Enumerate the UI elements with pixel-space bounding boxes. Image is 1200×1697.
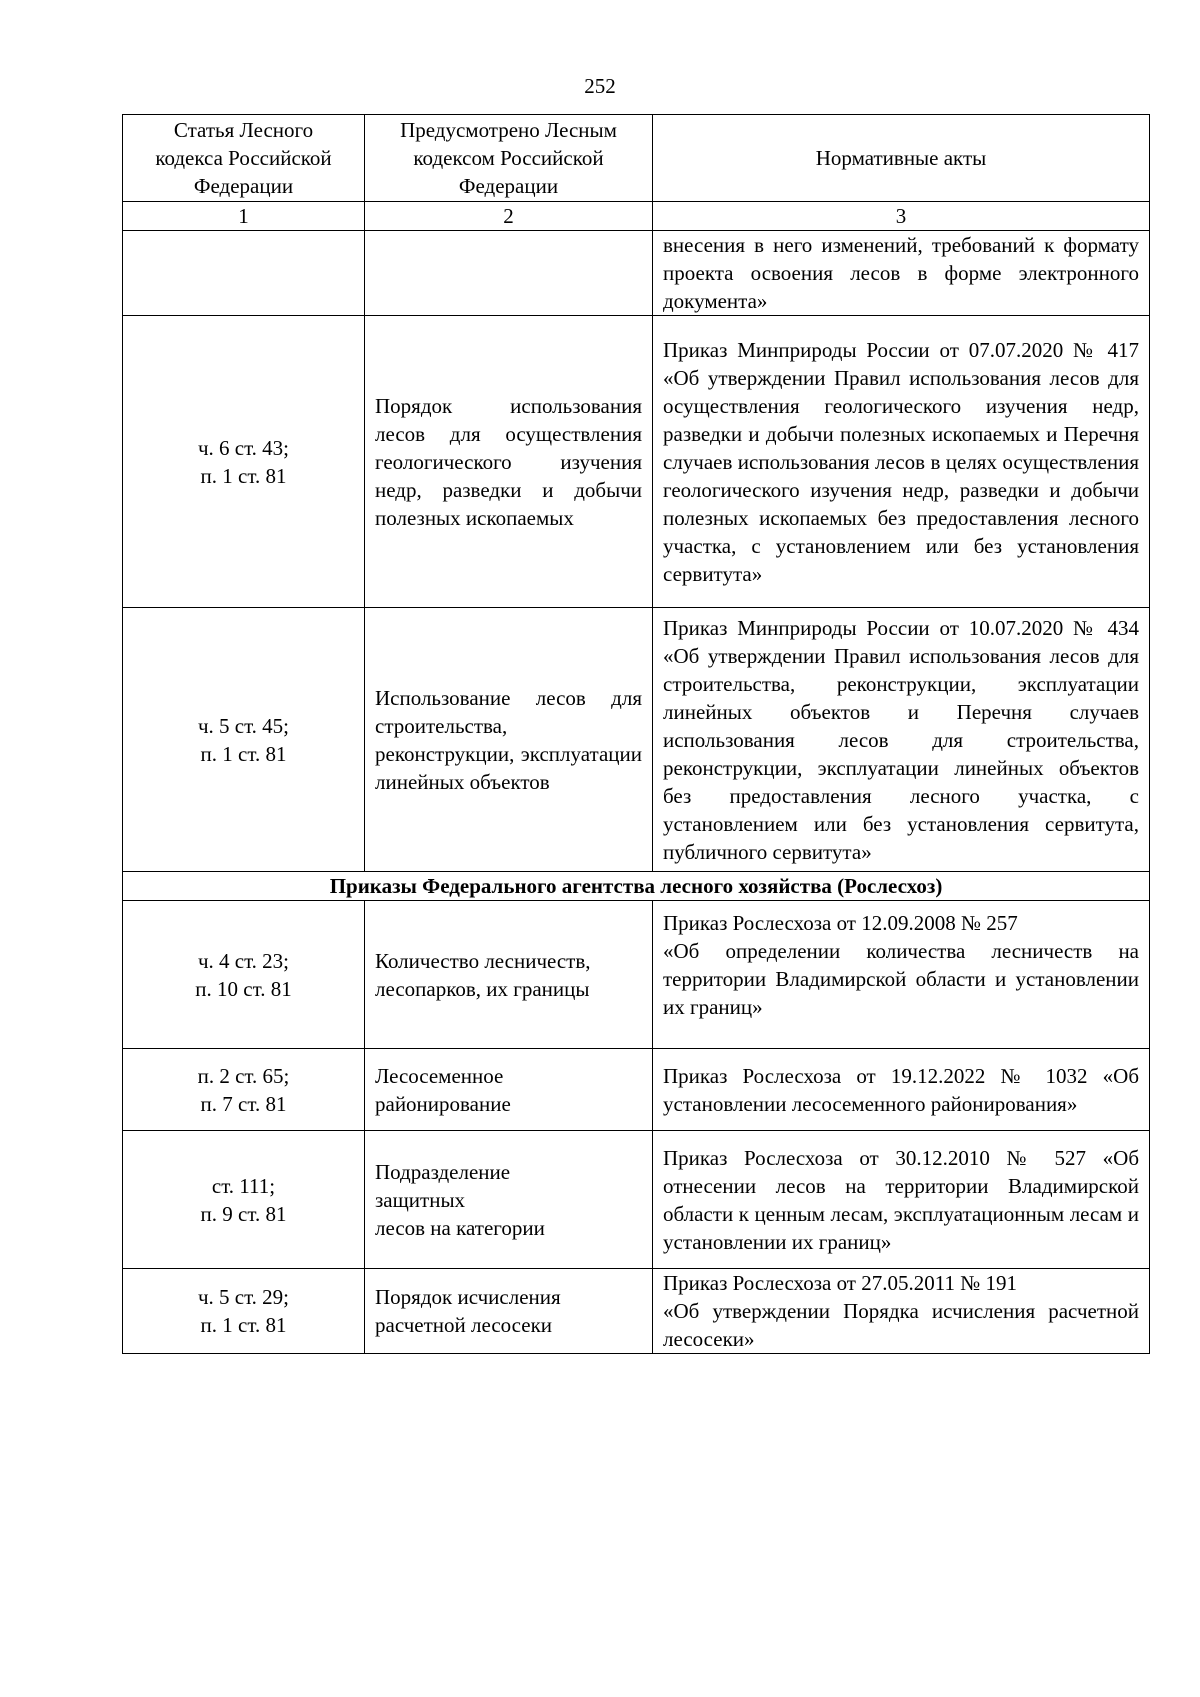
article-line: п. 1 ст. 81: [200, 463, 287, 488]
table-row: [123, 1049, 1150, 1131]
header-provision-line: кодексом Российской: [413, 146, 604, 170]
article-line: п. 9 ст. 81: [200, 1201, 287, 1226]
act-line: Приказ Рослесхоза от 12.09.2008 № 257: [663, 911, 1018, 935]
table-row: [123, 608, 1150, 872]
article-cell: [123, 231, 365, 316]
provision-cell: [365, 231, 653, 316]
table-row: [123, 231, 1150, 316]
act-text: «Об определении количества лесничеств на территории Владимирской области и установлении их границ»: [663, 939, 1139, 1019]
provision-line: Порядок исчисления: [375, 1285, 561, 1309]
page-number: 252: [584, 74, 616, 98]
table-row: [123, 316, 1150, 608]
column-number: 1: [123, 202, 365, 231]
column-number: 2: [365, 202, 653, 231]
provision-line: Количество лесничеств,: [375, 948, 591, 973]
provision-line: Подразделение: [375, 1159, 511, 1184]
provision-cell: [365, 1131, 653, 1269]
normative-acts-table: [122, 114, 1150, 1354]
article-cell: [123, 1131, 365, 1269]
provision-line: Лесосеменное: [375, 1063, 504, 1088]
table-row: [123, 901, 1150, 1049]
article-cell: [123, 316, 365, 608]
act-text: «Об утверждении Порядка исчисления расчетной лесосеки»: [663, 1299, 1139, 1351]
article-line: п. 7 ст. 81: [200, 1091, 287, 1116]
table-row: [123, 1131, 1150, 1269]
provision-line: защитных: [375, 1187, 466, 1212]
header-provision: [365, 115, 653, 202]
header-normative-acts: Нормативные акты: [653, 115, 1150, 202]
act-cell: [653, 901, 1150, 1049]
article-line: ч. 5 ст. 45;: [197, 713, 290, 738]
article-cell: [123, 608, 365, 872]
provision-line: лесопарков, их границы: [375, 976, 590, 1001]
article-line: ч. 6 ст. 43;: [197, 435, 290, 460]
act-cell: Приказ Минприроды России от 10.07.2020 № 434 «Об утверждении Правил использования лесов для строительства, реконструкции, эксплуатации линейных объектов и Перечня случаев использования лесов для строительства, реконструкции, эксплуатации линейных объектов без предоставления лесного участка, с установлением или без установления сервитута, публичного сервитута»: [653, 608, 1150, 872]
article-cell: [123, 1049, 365, 1131]
section-title: Приказы Федерального агентства лесного хозяйства (Рослесхоз): [123, 872, 1150, 901]
act-cell: внесения в него изменений, требований к формату проекта освоения лесов в форме электронного документа»: [653, 231, 1150, 316]
header-provision-line: Федерации: [458, 174, 559, 198]
header-article-line: Статья Лесного: [173, 118, 314, 142]
header-provision-line: Предусмотрено Лесным: [400, 118, 617, 142]
article-line: ч. 5 ст. 29;: [197, 1285, 290, 1309]
article-line: п. 2 ст. 65;: [197, 1063, 290, 1088]
article-line: ч. 4 ст. 23;: [197, 948, 290, 973]
provision-line: районирование: [375, 1091, 511, 1116]
act-cell: [653, 1269, 1150, 1354]
header-article-line: Федерации: [193, 174, 294, 198]
act-cell: Приказ Минприроды России от 07.07.2020 № 417 «Об утверждении Правил использования лесов для осуществления геологического изучения недр, разведки и добычи полезных ископаемых и Перечня случаев использования лесов в целях осуществления геологического изучения недр, разведки и добычи полезных ископаемых без предоставления лесного участка, с установлением или без установления сервитута»: [653, 316, 1150, 608]
table-header-row: [123, 115, 1150, 202]
provision-line: расчетной лесосеки: [375, 1313, 553, 1337]
act-cell: Приказ Рослесхоза от 30.12.2010 № 527 «Об отнесении лесов на территории Владимирской области к ценным лесам, эксплуатационным лесам и установлении их границ»: [653, 1131, 1150, 1269]
article-line: п. 10 ст. 81: [195, 976, 292, 1001]
article-cell: [123, 1269, 365, 1354]
act-cell: Приказ Рослесхоза от 19.12.2022 № 1032 «Об установлении лесосеменного районирования»: [653, 1049, 1150, 1131]
column-number: 3: [653, 202, 1150, 231]
article-line: п. 1 ст. 81: [200, 741, 287, 766]
provision-cell: [365, 1269, 653, 1354]
provision-cell: [365, 901, 653, 1049]
article-line: п. 1 ст. 81: [200, 1313, 287, 1337]
provision-line: лесов на категории: [375, 1215, 545, 1240]
provision-cell: Порядок использования лесов для осуществления геологического изучения недр, разведки и добычи полезных ископаемых: [365, 316, 653, 608]
provision-cell: [365, 1049, 653, 1131]
section-header-row: [123, 872, 1150, 901]
article-cell: [123, 901, 365, 1049]
header-article: [123, 115, 365, 202]
table-row: [123, 1269, 1150, 1354]
header-article-line: кодекса Российской: [155, 146, 332, 170]
column-number-row: [123, 202, 1150, 231]
article-line: ст. 111;: [211, 1173, 276, 1198]
provision-cell: Использование лесов для строительства, реконструкции, эксплуатации линейных объектов: [365, 608, 653, 872]
act-line: Приказ Рослесхоза от 27.05.2011 № 191: [663, 1271, 1017, 1295]
